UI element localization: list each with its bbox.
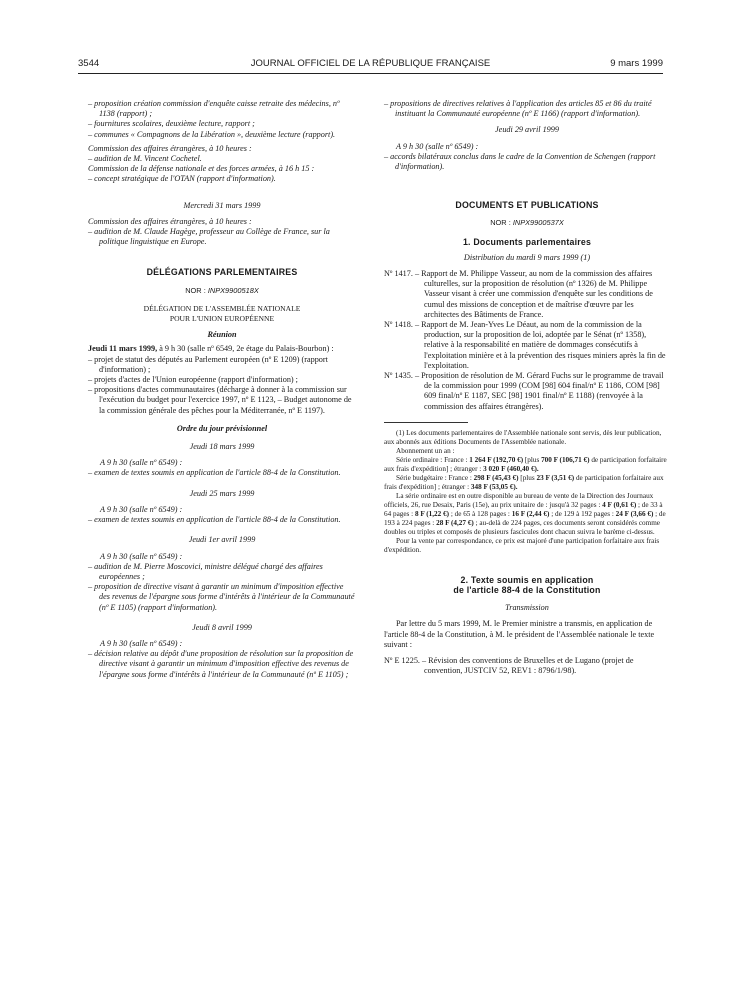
right-column [384, 99, 670, 677]
time-line: A 9 h 30 (salle nº 6549) : [100, 458, 183, 468]
time-line: A 9 h 30 (salle nº 6549) : [100, 504, 183, 514]
agenda-item: – audition de M. Vincent Cochetel. [88, 154, 202, 164]
footnote [384, 429, 670, 555]
date-heading: Jeudi 25 mars 1999 [189, 488, 255, 498]
time-line: A 9 h 30 (salle nº 6549) : [396, 141, 479, 151]
date-heading: Jeudi 1er avril 1999 [188, 535, 256, 545]
meeting-line: Jeudi 11 mars 1999, à 9 h 30 (salle nº 6549, 2e étage du Palais-Bourbon) : [88, 344, 334, 354]
document-entry: Nº 1418. – Rapport de M. Jean-Yves Le Déaut, au nom de la commission de la production, sur la proposition de loi, adoptée par le Sénat (nº 1358), relative à la responsabilité en matière de dommages consécutifs à l'exploitation minière et à la prévention des risques miniers après la fin de l'exploitation. [384, 320, 666, 370]
issue-date: 9 mars 1999 [610, 58, 663, 69]
journal-title: JOURNAL OFFICIEL DE LA RÉPUBLIQUE FRANÇAISE [250, 58, 491, 69]
abonnement-line: Abonnement un an : [396, 446, 455, 455]
section-title-delegations: DÉLÉGATIONS PARLEMENTAIRES [146, 267, 298, 278]
section2-title: 2. Texte soumis en application [460, 574, 594, 585]
agenda-item: – examen de textes soumis en application de l'article 88-4 de la Constitution. [88, 468, 341, 478]
correspondance-line: Pour la vente par correspondance, ce prix est majoré d'une participation forfaitaire aux frais d'expédition. [384, 536, 660, 554]
reunion-heading: Réunion [207, 330, 237, 340]
agenda-item: – audition de M. Claude Hagège, professeur au Collège de France, sur la politique linguistique en Europe. [88, 227, 330, 247]
header-rule [78, 73, 663, 74]
agenda-item: – examen de textes soumis en application de l'article 88-4 de la Constitution. [88, 515, 341, 525]
transmission-heading: Transmission [505, 603, 549, 613]
date-heading: Jeudi 29 avril 1999 [495, 125, 559, 135]
delegation-name: DÉLÉGATION DE L'ASSEMBLÉE NATIONALE [143, 303, 301, 313]
document-entry: Nº E 1225. – Révision des conventions de Bruxelles et de Lugano (projet de convention, JUSTCIV 52, REV1 : 8796/1/98). [384, 656, 634, 676]
section1-title: 1. Documents parlementaires [462, 236, 592, 247]
page-number: 3544 [78, 58, 100, 69]
ordre-heading: Ordre du jour prévisionnel [176, 423, 268, 433]
distribution-line: Distribution du mardi 9 mars 1999 (1) [463, 252, 591, 262]
agenda-item: – propositions de directives relatives à l'application des articles 85 et 86 du traité instituant la Communauté européenne (nº E 1166) (rapport d'information). [384, 99, 652, 119]
section2-title: de l'article 88-4 de la Constitution [453, 585, 601, 596]
nor-reference: NOR : INPX9900537X [490, 218, 564, 228]
left-column [88, 99, 356, 680]
transmission-text: Par lettre du 5 mars 1999, M. le Premier ministre a transmis, en application de l'article 88-4 de la Constitution, à M. le président de l'Assemblée nationale le texte suivant : [384, 619, 655, 649]
agenda-item: – projets d'actes de l'Union européenne (rapport d'information) ; [88, 375, 298, 385]
vente-line: La série ordinaire est en outre disponible au bureau de vente de la Direction des Journaux officiels, 26, rue Desaix, Paris (15e), au prix unitaire de : jusqu'à 32 pages : 4 F (0,61 €) ; de 33 à 64 pages : 8 F (1,22 €) ; de 65 à 128 pages : 16 F (2,44 €) ; de 129 à 192 pages : 24 F (3,66 €) ; de 193 à 224 pages : 28 F (4,27 €) ; au-delà de 224 pages, ces documents seront considérés comme doubles ou triples et composés de plusieurs fascicules dont chacun suivra le barème ci-dessus. [384, 491, 666, 536]
delegation-name: POUR L'UNION EUROPÉENNE [169, 314, 275, 324]
agenda-item: – proposition de directive visant à garantir un minimum d'imposition effective des revenus de l'épargne sous forme d'intérêts à l'intérieur de la Communauté (nº E 1105) (rapport d'information). [88, 582, 355, 612]
agenda-item: – proposition création commission d'enquête caisse retraite des médecins, nº 1138 (rapport) ; [88, 99, 340, 119]
document-entry: Nº 1435. – Proposition de résolution de M. Gérard Fuchs sur le programme de travail de la commission pour 1999 (COM [98] 604 final/nº E 1186, COM [98] 609 final/nº E 1187, SEC [98] 1901 final/nº E 1188) (renvoyée à la commission des affaires étrangères). [384, 371, 664, 411]
date-heading: Jeudi 8 avril 1999 [192, 622, 252, 632]
time-line: A 9 h 30 (salle nº 6549) : [100, 551, 183, 561]
commission-heading: Commission des affaires étrangères, à 10 heures : [88, 216, 252, 226]
agenda-item: – audition de M. Pierre Moscovici, ministre délégué chargé des affaires européennes ; [88, 561, 323, 581]
nor-reference: NOR : INPX9900518X [185, 285, 259, 295]
page-header [78, 58, 663, 72]
agenda-item: – concept stratégique de l'OTAN (rapport d'information). [88, 174, 276, 184]
commission-heading: Commission de la défense nationale et des forces armées, à 16 h 15 : [88, 164, 315, 174]
footnote-intro: (1) Les documents parlementaires de l'Assemblée nationale sont servis, dès leur publication, aux abonnés aux éditions Documents de l'Assemblée nationale. [384, 428, 662, 446]
agenda-item: – accords bilatéraux conclus dans le cadre de la Convention de Schengen (rapport d'information). [384, 151, 656, 172]
agenda-item: – projet de statut des députés au Parlement européen (nº E 1209) (rapport d'information) ; [88, 354, 328, 374]
date-heading: Mercredi 31 mars 1999 [183, 200, 261, 210]
commission-heading: Commission des affaires étrangères, à 10 heures : [88, 143, 252, 153]
serie-ordinaire: Série ordinaire : France : 1 264 F (192,70 €) [plus 700 F (106,71 €) de participation forfaitaire aux frais d'expédition] ; étranger : 3 020 F (460,40 €). [384, 455, 667, 473]
agenda-item: – fournitures scolaires, deuxième lecture, rapport ; [88, 119, 255, 129]
agenda-item: – communes « Compagnons de la Libération », deuxième lecture (rapport). [88, 129, 336, 139]
document-entry: Nº 1417. – Rapport de M. Philippe Vasseur, au nom de la commission des affaires culturelles, sur la proposition de résolution (nº 1326) de M. Philippe Vasseur visant à créer une commission d'enquête sur les conditions de cumul des missions de conception et de maîtrise d'œuvre par les architectes des Bâtiments de France. [384, 269, 653, 319]
agenda-item: – décision relative au dépôt d'une proposition de résolution sur la proposition de directive visant à garantir un minimum d'imposition effective des revenus de l'épargne sous forme d'intérêts à l'intérieur de la Communauté (nº E 1105) ; [88, 649, 354, 679]
section-title-documents: DOCUMENTS ET PUBLICATIONS [455, 200, 599, 211]
date-heading: Jeudi 18 mars 1999 [189, 442, 255, 452]
serie-budgetaire: Série budgétaire : France : 298 F (45,43 €) [plus 23 F (3,51 €) de participation forfaitaire aux frais d'expédition] ; étranger : 348 F (53,05 €). [384, 473, 664, 491]
time-line: A 9 h 30 (salle nº 6549) : [100, 638, 183, 648]
agenda-item: – propositions d'actes communautaires (décharge à donner à la commission sur l'exécution du budget pour l'exercice 1997, nº E 1123, – Budget autonome de la commission générale des pêches pour la Méditerranée, nº E 1197). [88, 385, 352, 415]
footnote-separator [384, 422, 468, 423]
